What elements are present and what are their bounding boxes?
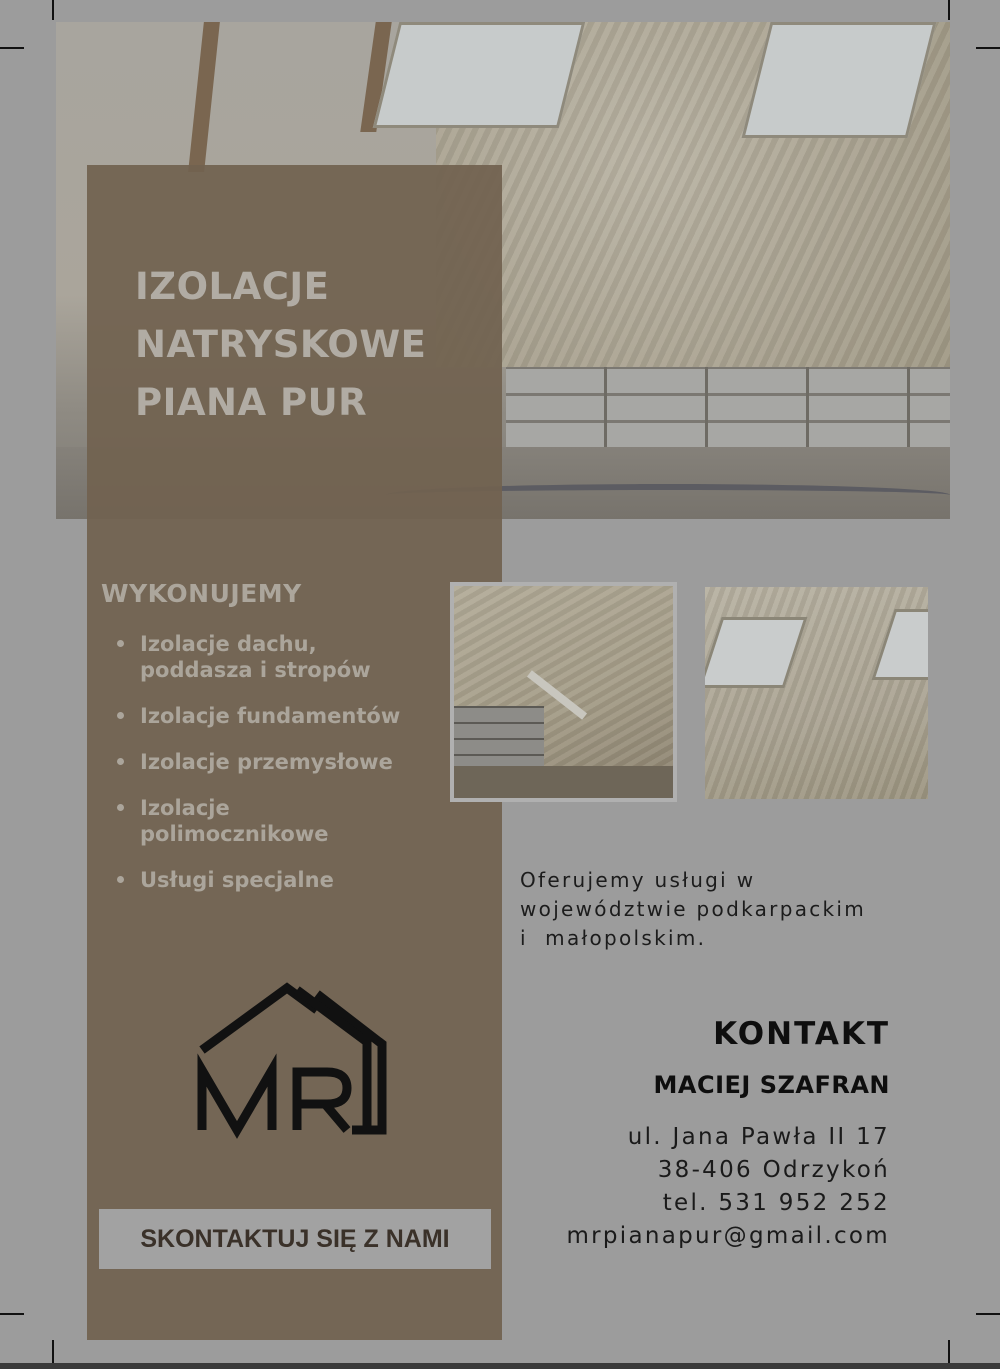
service-label-line: Izolacje fundamentów <box>140 704 401 728</box>
crop-mark <box>0 1313 24 1315</box>
service-label-line: polimocznikowe <box>140 822 329 846</box>
attic-foam-photo <box>450 582 677 802</box>
crop-mark <box>0 47 24 49</box>
title-line-3: PIANA PUR <box>135 381 368 424</box>
crop-mark <box>52 1340 54 1364</box>
service-area-line: województwie podkarpackim <box>520 897 867 921</box>
service-area-line: i małopolskim. <box>520 926 707 950</box>
contact-us-button[interactable]: SKONTAKTUJ SIĘ Z NAMI <box>99 1209 491 1269</box>
email-link[interactable]: mrpianapur@gmail.com <box>566 1223 890 1249</box>
address-line-2: 38-406 Odrzykoń <box>657 1157 890 1183</box>
service-label-line: poddasza i stropów <box>140 658 371 682</box>
list-item <box>113 795 493 847</box>
house-logo-icon <box>197 980 397 1140</box>
services-list <box>113 631 493 913</box>
phone-number[interactable]: tel. 531 952 252 <box>662 1190 890 1216</box>
list-item <box>113 631 493 683</box>
title-line-2: NATRYSKOWE <box>135 323 427 366</box>
bullet-dot-icon <box>117 758 124 765</box>
skylight-window <box>871 609 928 680</box>
service-area-text <box>520 866 920 953</box>
skylight-window <box>373 22 585 128</box>
contact-name: MACIEJ SZAFRAN <box>653 1071 890 1099</box>
bullet-dot-icon <box>117 804 124 811</box>
left-panel <box>87 165 502 1340</box>
list-item <box>113 867 493 893</box>
attic-floor <box>454 766 677 802</box>
crop-mark <box>948 1340 950 1364</box>
crop-mark <box>976 47 1000 49</box>
roof-beam <box>188 22 220 172</box>
block-wall <box>506 367 950 447</box>
service-label-line: Izolacje <box>140 796 230 820</box>
crop-mark <box>948 0 950 20</box>
address-line-1: ul. Jana Pawła II 17 <box>627 1124 890 1150</box>
title-line-1: IZOLACJE <box>135 265 330 308</box>
bullet-dot-icon <box>117 640 124 647</box>
roof-foam-photo <box>705 587 928 799</box>
skylight-window <box>742 22 937 138</box>
crop-mark <box>976 1313 1000 1315</box>
service-area-line: Oferujemy usługi w <box>520 868 756 892</box>
page-bottom-edge <box>0 1363 1000 1369</box>
services-heading: WYKONUJEMY <box>101 579 302 608</box>
bullet-dot-icon <box>117 712 124 719</box>
list-item <box>113 703 493 729</box>
service-label-line: Usługi specjalne <box>140 868 334 892</box>
service-label-line: Izolacje dachu, <box>140 632 317 656</box>
crop-mark <box>52 0 54 20</box>
list-item <box>113 749 493 775</box>
bullet-dot-icon <box>117 876 124 883</box>
service-label-line: Izolacje przemysłowe <box>140 750 393 774</box>
contact-heading: KONTAKT <box>713 1016 890 1052</box>
skylight-window <box>705 617 808 688</box>
